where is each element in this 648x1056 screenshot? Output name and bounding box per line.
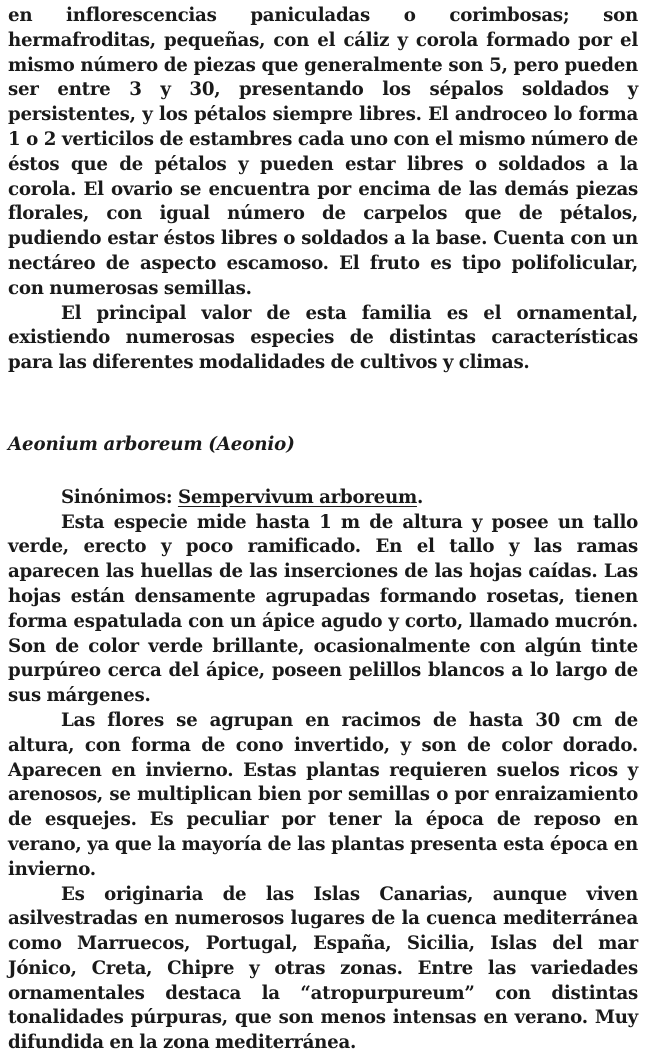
intro-paragraph-2: El principal valor de esta familia es el ornamental, existiendo numerosas especies de distintas características para las diferentes modalidades de cultivos y climas.	[8, 302, 638, 376]
synonyms-value: Sempervivum arboreum	[178, 487, 417, 508]
synonyms-line	[8, 486, 638, 511]
synonyms-label: Sinónimos:	[61, 487, 172, 508]
species-paragraph-flowers: Las flores se agrupan en racimos de hasta 30 cm de altura, con forma de cono invertido, y son de color dorado. Aparecen en invierno. Estas plantas requieren suelos ricos y arenosos, se multiplican bien por semillas o por enraizamiento de esquejes. Es peculiar por tener la época de reposo en verano, ya que la mayoría de las plantas presenta esta época en invierno.	[8, 709, 638, 883]
document-page	[8, 4, 638, 1056]
species-paragraph-origin: Es originaria de las Islas Canarias, aunque viven asilvestradas en numerosos lugares de la cuenca mediterránea como Marruecos, Portugal, España, Sicilia, Islas del mar Jónico, Creta, Chipre y otras zonas. Entre las variedades ornamentales destaca la “atropurpureum” con distintas tonalidades púrpuras, que son menos intensas en verano. Muy difundida en la zona mediterránea.	[8, 883, 638, 1056]
species-heading: Aeonium arboreum (Aeonio)	[8, 433, 638, 458]
intro-paragraph-1: en inflorescencias paniculadas o corimbosas; son hermafroditas, pequeñas, con el cáliz y corola formado por el mismo número de piezas que generalmente son 5, pero pueden ser entre 3 y 30, presentando los sépalos soldados y persistentes, y los pétalos siempre libres. El androceo lo forma 1 o 2 verticilos de estambres cada uno con el mismo número de éstos que de pétalos y pueden estar libres o soldados a la corola. El ovario se encuentra por encima de las demás piezas florales, con igual número de carpelos que de pétalos, pudiendo estar éstos libres o soldados a la base. Cuenta con un nectáreo de aspecto escamoso. El fruto es tipo polifolicular, con numerosas semillas.	[8, 4, 638, 302]
synonyms-end: .	[417, 487, 423, 508]
species-paragraph-description: Esta especie mide hasta 1 m de altura y posee un tallo verde, erecto y poco ramificado. En el tallo y las ramas aparecen las huellas de las inserciones de las hojas caídas. Las hojas están densamente agrupadas formando rosetas, tienen forma espatulada con un ápice agudo y corto, llamado mucrón. Son de color verde brillante, ocasionalmente con algún tinte purpúreo cerca del ápice, poseen pelillos blancos a lo largo de sus márgenes.	[8, 511, 638, 709]
